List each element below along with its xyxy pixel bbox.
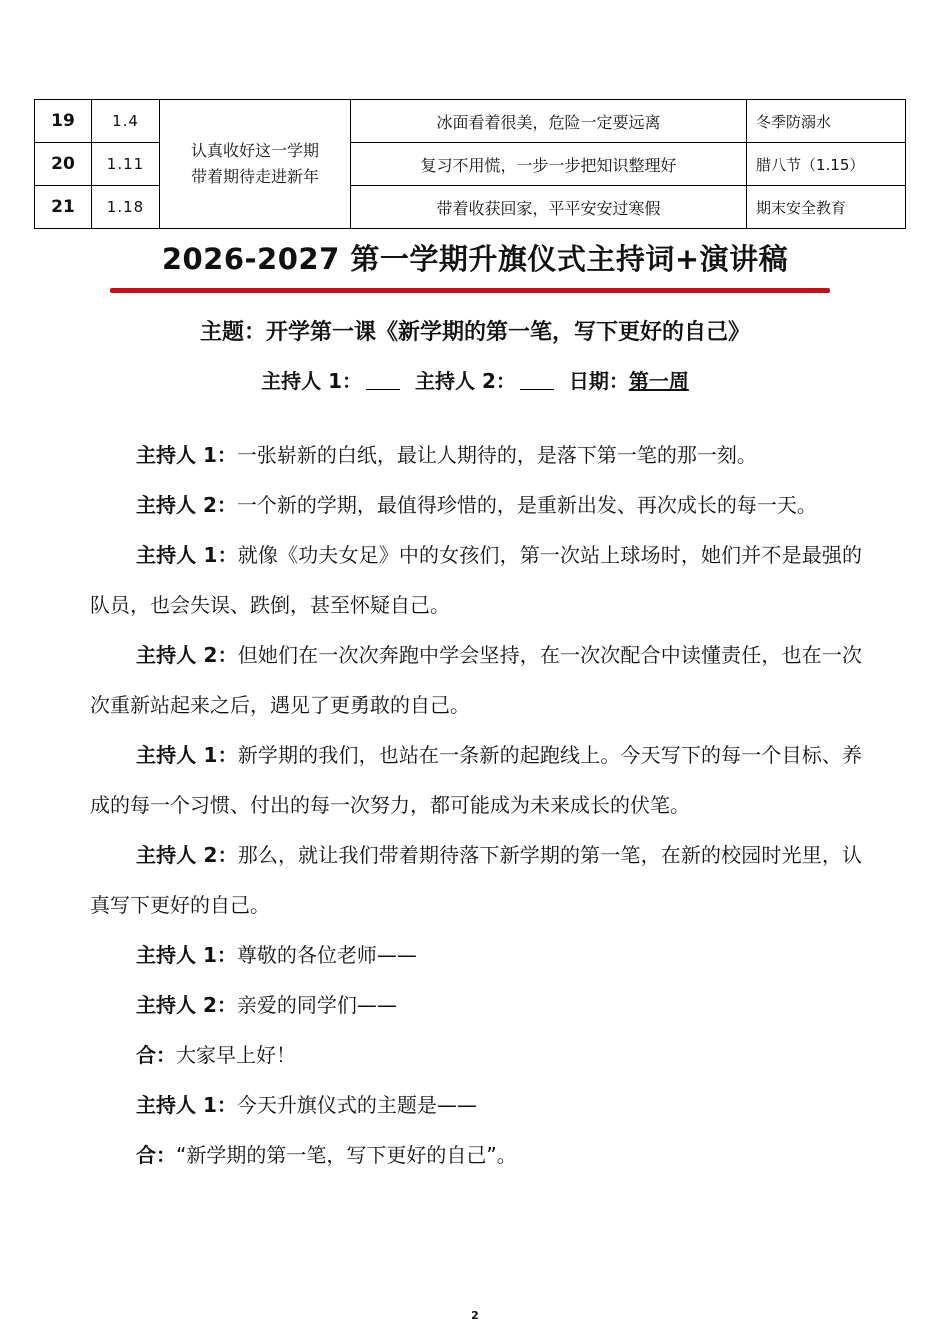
speaker-label: 主持人 2： bbox=[136, 493, 237, 517]
script-line bbox=[90, 1130, 862, 1180]
event-cell: 冬季防溺水 bbox=[747, 100, 906, 143]
month-theme-line: 带着期待走进新年 bbox=[190, 167, 319, 186]
month-theme-line: 认真收好这一学期 bbox=[190, 141, 319, 160]
speaker-label: 合： bbox=[136, 1143, 176, 1167]
line-text: “新学期的第一笔，写下更好的自己”。 bbox=[176, 1143, 517, 1167]
topic-cell: 带着收获回家，平平安安过寒假 bbox=[351, 186, 747, 229]
date-cell: 1.4 bbox=[92, 100, 160, 143]
script-line bbox=[90, 1030, 862, 1080]
page-number: 2 bbox=[471, 1309, 479, 1322]
speaker-label: 主持人 1： bbox=[136, 743, 238, 767]
speaker-label: 主持人 2： bbox=[136, 643, 238, 667]
host1-blank bbox=[366, 369, 400, 390]
host-info-line bbox=[0, 365, 950, 394]
month-theme-cell bbox=[160, 100, 351, 229]
script-line bbox=[90, 530, 862, 630]
speaker-label: 主持人 2： bbox=[136, 993, 237, 1017]
speaker-label: 主持人 1： bbox=[136, 1093, 237, 1117]
line-text: 就像《功夫女足》中的女孩们，第一次站上球场时，她们并不是最强的队员，也会失误、跌倒，甚至怀疑自己。 bbox=[90, 543, 862, 617]
line-text: 新学期的我们，也站在一条新的起跑线上。今天写下的每一个目标、养成的每一个习惯、付出的每一次努力，都可能成为未来成长的伏笔。 bbox=[90, 743, 862, 817]
date-value: 第一周 bbox=[628, 369, 689, 393]
host2-label: 主持人 2： bbox=[415, 369, 516, 393]
speaker-label: 主持人 2： bbox=[136, 843, 238, 867]
title-divider bbox=[110, 288, 830, 293]
line-text: 今天升旗仪式的主题是—— bbox=[236, 1093, 477, 1117]
event-cell: 腊八节（1.15） bbox=[747, 143, 906, 186]
line-text: 尊敬的各位老师—— bbox=[236, 943, 417, 967]
schedule-table bbox=[34, 99, 906, 229]
script-line bbox=[90, 1080, 862, 1130]
speaker-label: 主持人 1： bbox=[136, 543, 238, 567]
script-line bbox=[90, 930, 862, 980]
script-line bbox=[90, 730, 862, 830]
script-line bbox=[90, 830, 862, 930]
line-text: 一张崭新的白纸，最让人期待的，是落下第一笔的那一刻。 bbox=[236, 443, 757, 467]
script-line bbox=[90, 980, 862, 1030]
speaker-label: 主持人 1： bbox=[136, 443, 237, 467]
document-title: 2026-2027 第一学期升旗仪式主持词+演讲稿 bbox=[161, 242, 789, 276]
date-label: 日期： bbox=[568, 369, 629, 393]
script-body bbox=[90, 430, 862, 1180]
host2-blank bbox=[520, 369, 554, 390]
week-cell: 21 bbox=[35, 186, 92, 229]
theme-heading: 主题：开学第一课《新学期的第一笔，写下更好的自己》 bbox=[199, 320, 750, 345]
line-text: 大家早上好！ bbox=[176, 1043, 296, 1067]
date-cell: 1.11 bbox=[92, 143, 160, 186]
line-text: 但她们在一次次奔跑中学会坚持，在一次次配合中读懂责任，也在一次次重新站起来之后，遇见了更勇敢的自己。 bbox=[90, 643, 862, 717]
line-text: 亲爱的同学们—— bbox=[236, 993, 397, 1017]
week-cell: 19 bbox=[35, 100, 92, 143]
date-cell: 1.18 bbox=[92, 186, 160, 229]
script-line bbox=[90, 630, 862, 730]
line-text: 那么，就让我们带着期待落下新学期的第一笔，在新的校园时光里，认真写下更好的自己。 bbox=[90, 843, 862, 917]
event-cell: 期末安全教育 bbox=[747, 186, 906, 229]
topic-cell: 冰面看着很美，危险一定要远离 bbox=[351, 100, 747, 143]
line-text: 一个新的学期，最值得珍惜的，是重新出发、再次成长的每一天。 bbox=[236, 493, 817, 517]
table-row bbox=[35, 100, 906, 143]
week-cell: 20 bbox=[35, 143, 92, 186]
host1-label: 主持人 1： bbox=[261, 369, 363, 393]
speaker-label: 主持人 1： bbox=[136, 943, 237, 967]
topic-cell: 复习不用慌，一步一步把知识整理好 bbox=[351, 143, 747, 186]
script-line bbox=[90, 480, 862, 530]
script-line bbox=[90, 430, 862, 480]
speaker-label: 合： bbox=[136, 1043, 176, 1067]
